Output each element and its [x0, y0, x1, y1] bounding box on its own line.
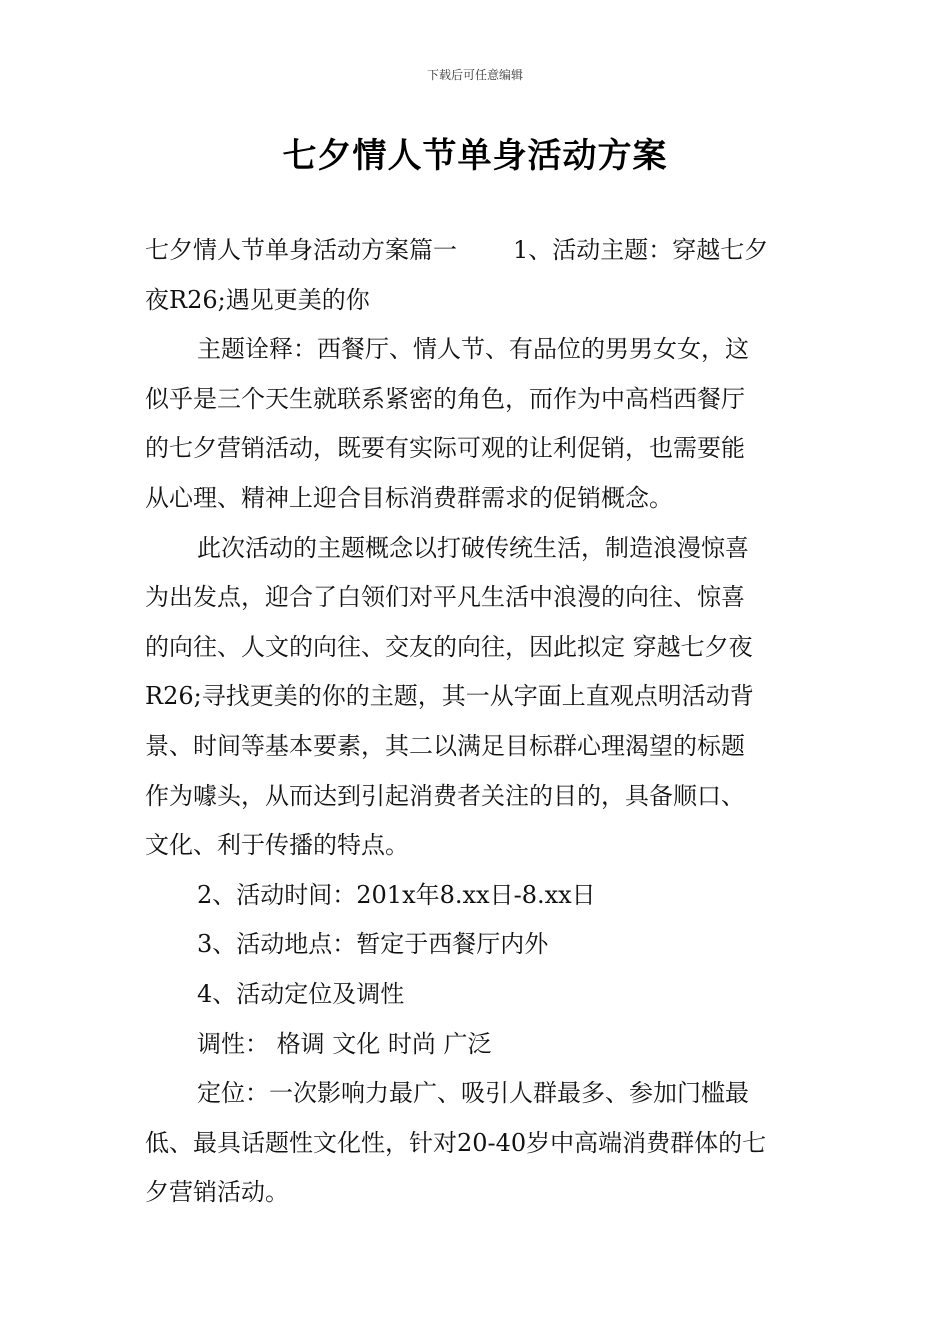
intro-line [145, 226, 810, 276]
article-subtitle: 七夕情人节单身活动方案篇一 [145, 236, 457, 264]
text-line: 作为噱头，从而达到引起消费者关注的目的，具备顺口、 [145, 781, 745, 810]
text-line: 的七夕营销活动，既要有实际可观的让利促销，也需要能 [145, 434, 745, 463]
header-note: 下载后可任意编辑 [426, 68, 523, 82]
text-line: 文化、利于传播的特点。 [145, 831, 409, 860]
text-line: 夕营销活动。 [145, 1178, 289, 1207]
text-line: 主题诠释：西餐厅、情人节、有品位的男男女女，这 [197, 335, 749, 364]
text-line: 定位：一次影响力最广、吸引人群最多、参加门槛最 [197, 1079, 749, 1108]
document-body [145, 226, 810, 1218]
text-line: 夜R26;遇见更美的你 [145, 285, 370, 314]
text-line: 低、最具话题性文化性，针对20-40岁中高端消费群体的七 [145, 1128, 767, 1157]
list-item-positioning: 4、活动定位及调性 [197, 979, 405, 1008]
list-item-place: 3、活动地点：暂定于西餐厅内外 [197, 930, 549, 959]
theme-heading: 1、活动主题：穿越七夕 [513, 236, 769, 264]
page-title: 七夕情人节单身活动方案 [282, 136, 668, 176]
text-line: 此次活动的主题概念以打破传统生活，制造浪漫惊喜 [197, 533, 749, 562]
text-line: 从心理、精神上迎合目标消费群需求的促销概念。 [145, 483, 673, 512]
text-line: R26;寻找更美的你的主题，其一从字面上直观点明活动背 [145, 682, 754, 711]
text-line: 的向往、人文的向往、交友的向往，因此拟定 穿越七夕夜 [145, 632, 753, 661]
tone-line: 调性： 格调 文化 时尚 广泛 [197, 1029, 492, 1058]
text-line: 景、时间等基本要素，其二以满足目标群心理渴望的标题 [145, 731, 745, 760]
text-line: 似乎是三个天生就联系紧密的角色，而作为中高档西餐厅 [145, 384, 745, 413]
list-item-time: 2、活动时间：201x年8.xx日-8.xx日 [197, 880, 596, 909]
text-line: 为出发点，迎合了白领们对平凡生活中浪漫的向往、惊喜 [145, 583, 745, 612]
